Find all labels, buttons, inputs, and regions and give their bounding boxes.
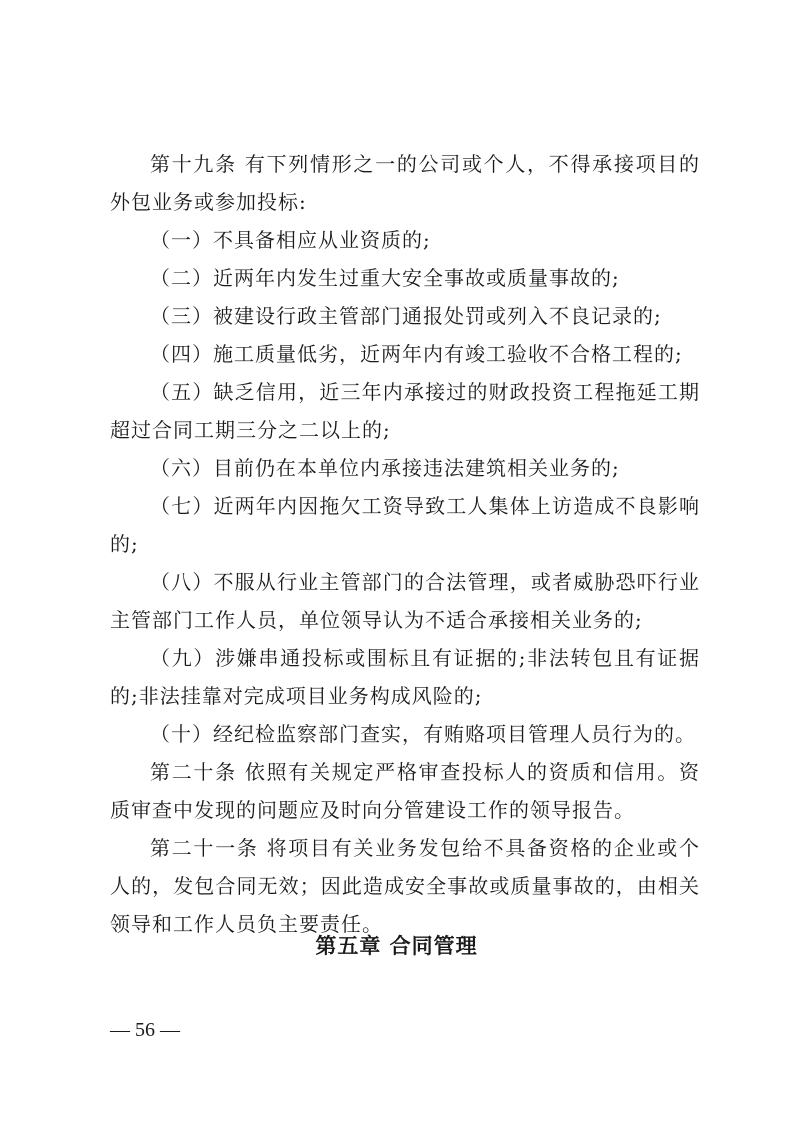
article-21-line-1: 第二十一条 将项目有关业务发包给不具备资格的企业或个 <box>150 836 700 860</box>
chapter-heading: 第五章 合同管理 <box>315 934 478 958</box>
article-19-item-7-line-2: 的; <box>110 532 139 556</box>
article-19-item-5-line-2: 超过合同工期三分之二以上的; <box>110 418 391 442</box>
page-number: — 56 — <box>110 1019 180 1041</box>
article-19-item-1: （一）不具备相应从业资质的; <box>150 228 431 252</box>
article-19-item-4: （四）施工质量低劣，近两年内有竣工验收不合格工程的; <box>150 342 683 366</box>
article-19-line-2: 外包业务或参加投标: <box>110 190 307 214</box>
article-19-line-1: 第十九条 有下列情形之一的公司或个人，不得承接项目的 <box>150 152 700 176</box>
article-19-item-7-line-1: （七）近两年内因拖欠工资导致工人集体上访造成不良影响 <box>150 494 700 518</box>
article-19-item-9-line-1: （九）涉嫌串通投标或围标且有证据的;非法转包且有证据 <box>150 646 700 670</box>
article-21-line-3: 领导和工作人员负主要责任。 <box>110 912 383 936</box>
article-20-line-2: 质审查中发现的问题应及时向分管建设工作的领导报告。 <box>110 798 635 822</box>
article-20-line-1: 第二十条 依照有关规定严格审查投标人的资质和信用。资 <box>150 760 700 784</box>
article-19-item-8-line-1: （八）不服从行业主管部门的合法管理，或者威胁恐吓行业 <box>150 570 700 594</box>
article-21-line-2: 人的，发包合同无效；因此造成安全事故或质量事故的，由相关 <box>110 874 700 898</box>
article-19-item-9-line-2: 的;非法挂靠对完成项目业务构成风险的; <box>110 684 483 708</box>
article-19-item-5-line-1: （五）缺乏信用，近三年内承接过的财政投资工程拖延工期 <box>150 380 700 404</box>
article-19-item-10: （十）经纪检监察部门查实，有贿赂项目管理人员行为的。 <box>150 722 696 746</box>
article-19-item-6: （六）目前仍在本单位内承接违法建筑相关业务的; <box>150 456 620 480</box>
article-19-item-2: （二）近两年内发生过重大安全事故或质量事故的; <box>150 266 620 290</box>
article-19-item-3: （三）被建设行政主管部门通报处罚或列入不良记录的; <box>150 304 662 328</box>
article-19-item-8-line-2: 主管部门工作人员，单位领导认为不适合承接相关业务的; <box>110 608 643 632</box>
